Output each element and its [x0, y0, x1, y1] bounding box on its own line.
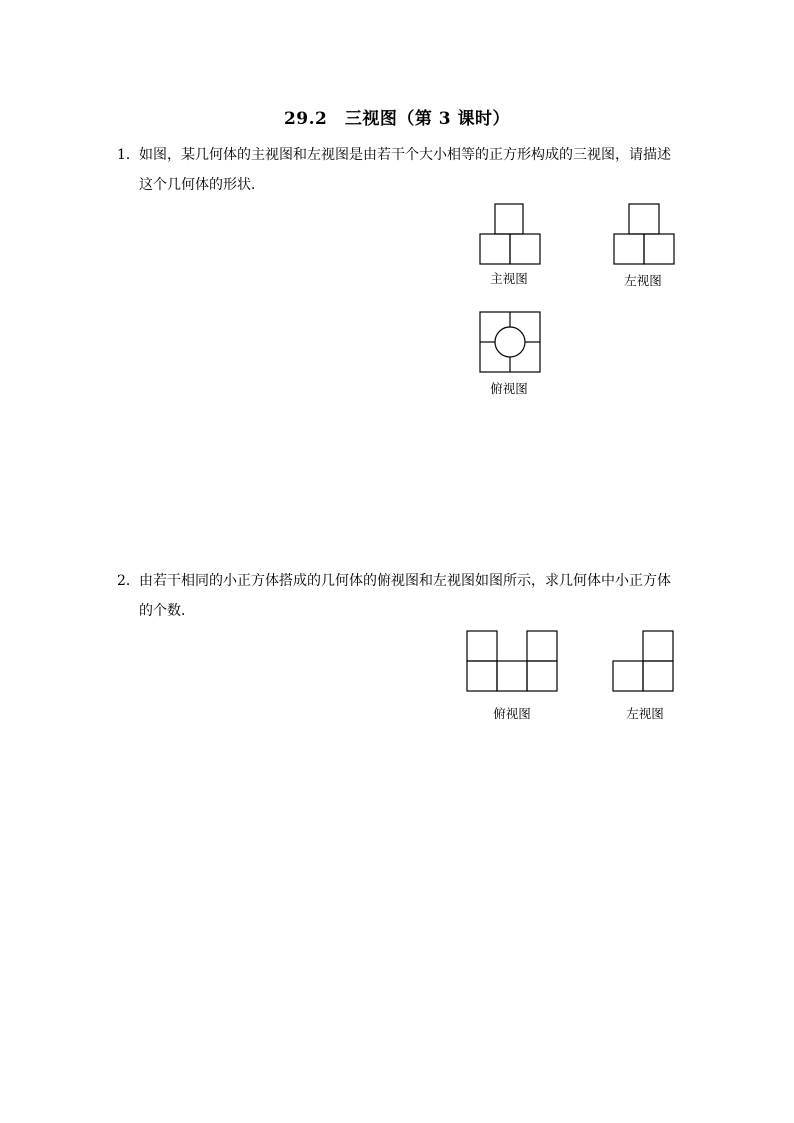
q2-top-cell-r1c1 — [467, 631, 497, 661]
q1-front-top-square — [495, 204, 523, 234]
q1-front-bottom-left-square — [480, 234, 510, 264]
q2-left-cell-top-right — [643, 631, 673, 661]
q2-left-cell-bottom-right — [643, 661, 673, 691]
question-1-text-line2: 这个几何体的形状． — [139, 177, 265, 193]
question-2-number: 2． — [117, 573, 140, 589]
q1-front-bottom-right-square — [510, 234, 540, 264]
question-1-number: 1． — [117, 147, 140, 163]
q1-left-bottom-right-square — [644, 234, 674, 264]
question-1-text-line1: 如图，某几何体的主视图和左视图是由若干个大小相等的正方形构成的三视图，请描述 — [139, 147, 671, 163]
q2-top-cell-r2c3 — [527, 661, 557, 691]
q2-top-cell-r2c2 — [497, 661, 527, 691]
q1-left-view-figure — [612, 203, 676, 265]
q1-top-view-label: 俯视图 — [490, 381, 528, 396]
question-2-text-line1: 由若干相同的小正方体搭成的几何体的俯视图和左视图如图所示，求几何体中小正方体 — [139, 573, 671, 589]
q2-top-view-figure — [465, 629, 559, 693]
q2-top-cell-r2c1 — [467, 661, 497, 691]
q1-front-view-figure — [478, 203, 542, 265]
q1-left-top-square — [629, 204, 659, 234]
q1-top-circle — [495, 327, 525, 357]
page-title: 29.2 三视图（第 3 课时） — [283, 109, 511, 129]
question-1 — [117, 140, 677, 200]
q2-top-view-label: 俯视图 — [493, 706, 531, 721]
q2-top-cell-r1c3 — [527, 631, 557, 661]
q1-left-view-label: 左视图 — [624, 273, 662, 288]
q2-left-cell-bottom-left — [613, 661, 643, 691]
question-2-text-line2: 的个数． — [139, 603, 195, 619]
q2-left-view-figure — [611, 629, 675, 693]
q1-left-bottom-left-square — [614, 234, 644, 264]
q1-top-view-figure — [478, 311, 542, 373]
q2-left-view-label: 左视图 — [626, 706, 664, 721]
q1-front-view-label: 主视图 — [490, 271, 528, 286]
question-2 — [117, 566, 677, 626]
